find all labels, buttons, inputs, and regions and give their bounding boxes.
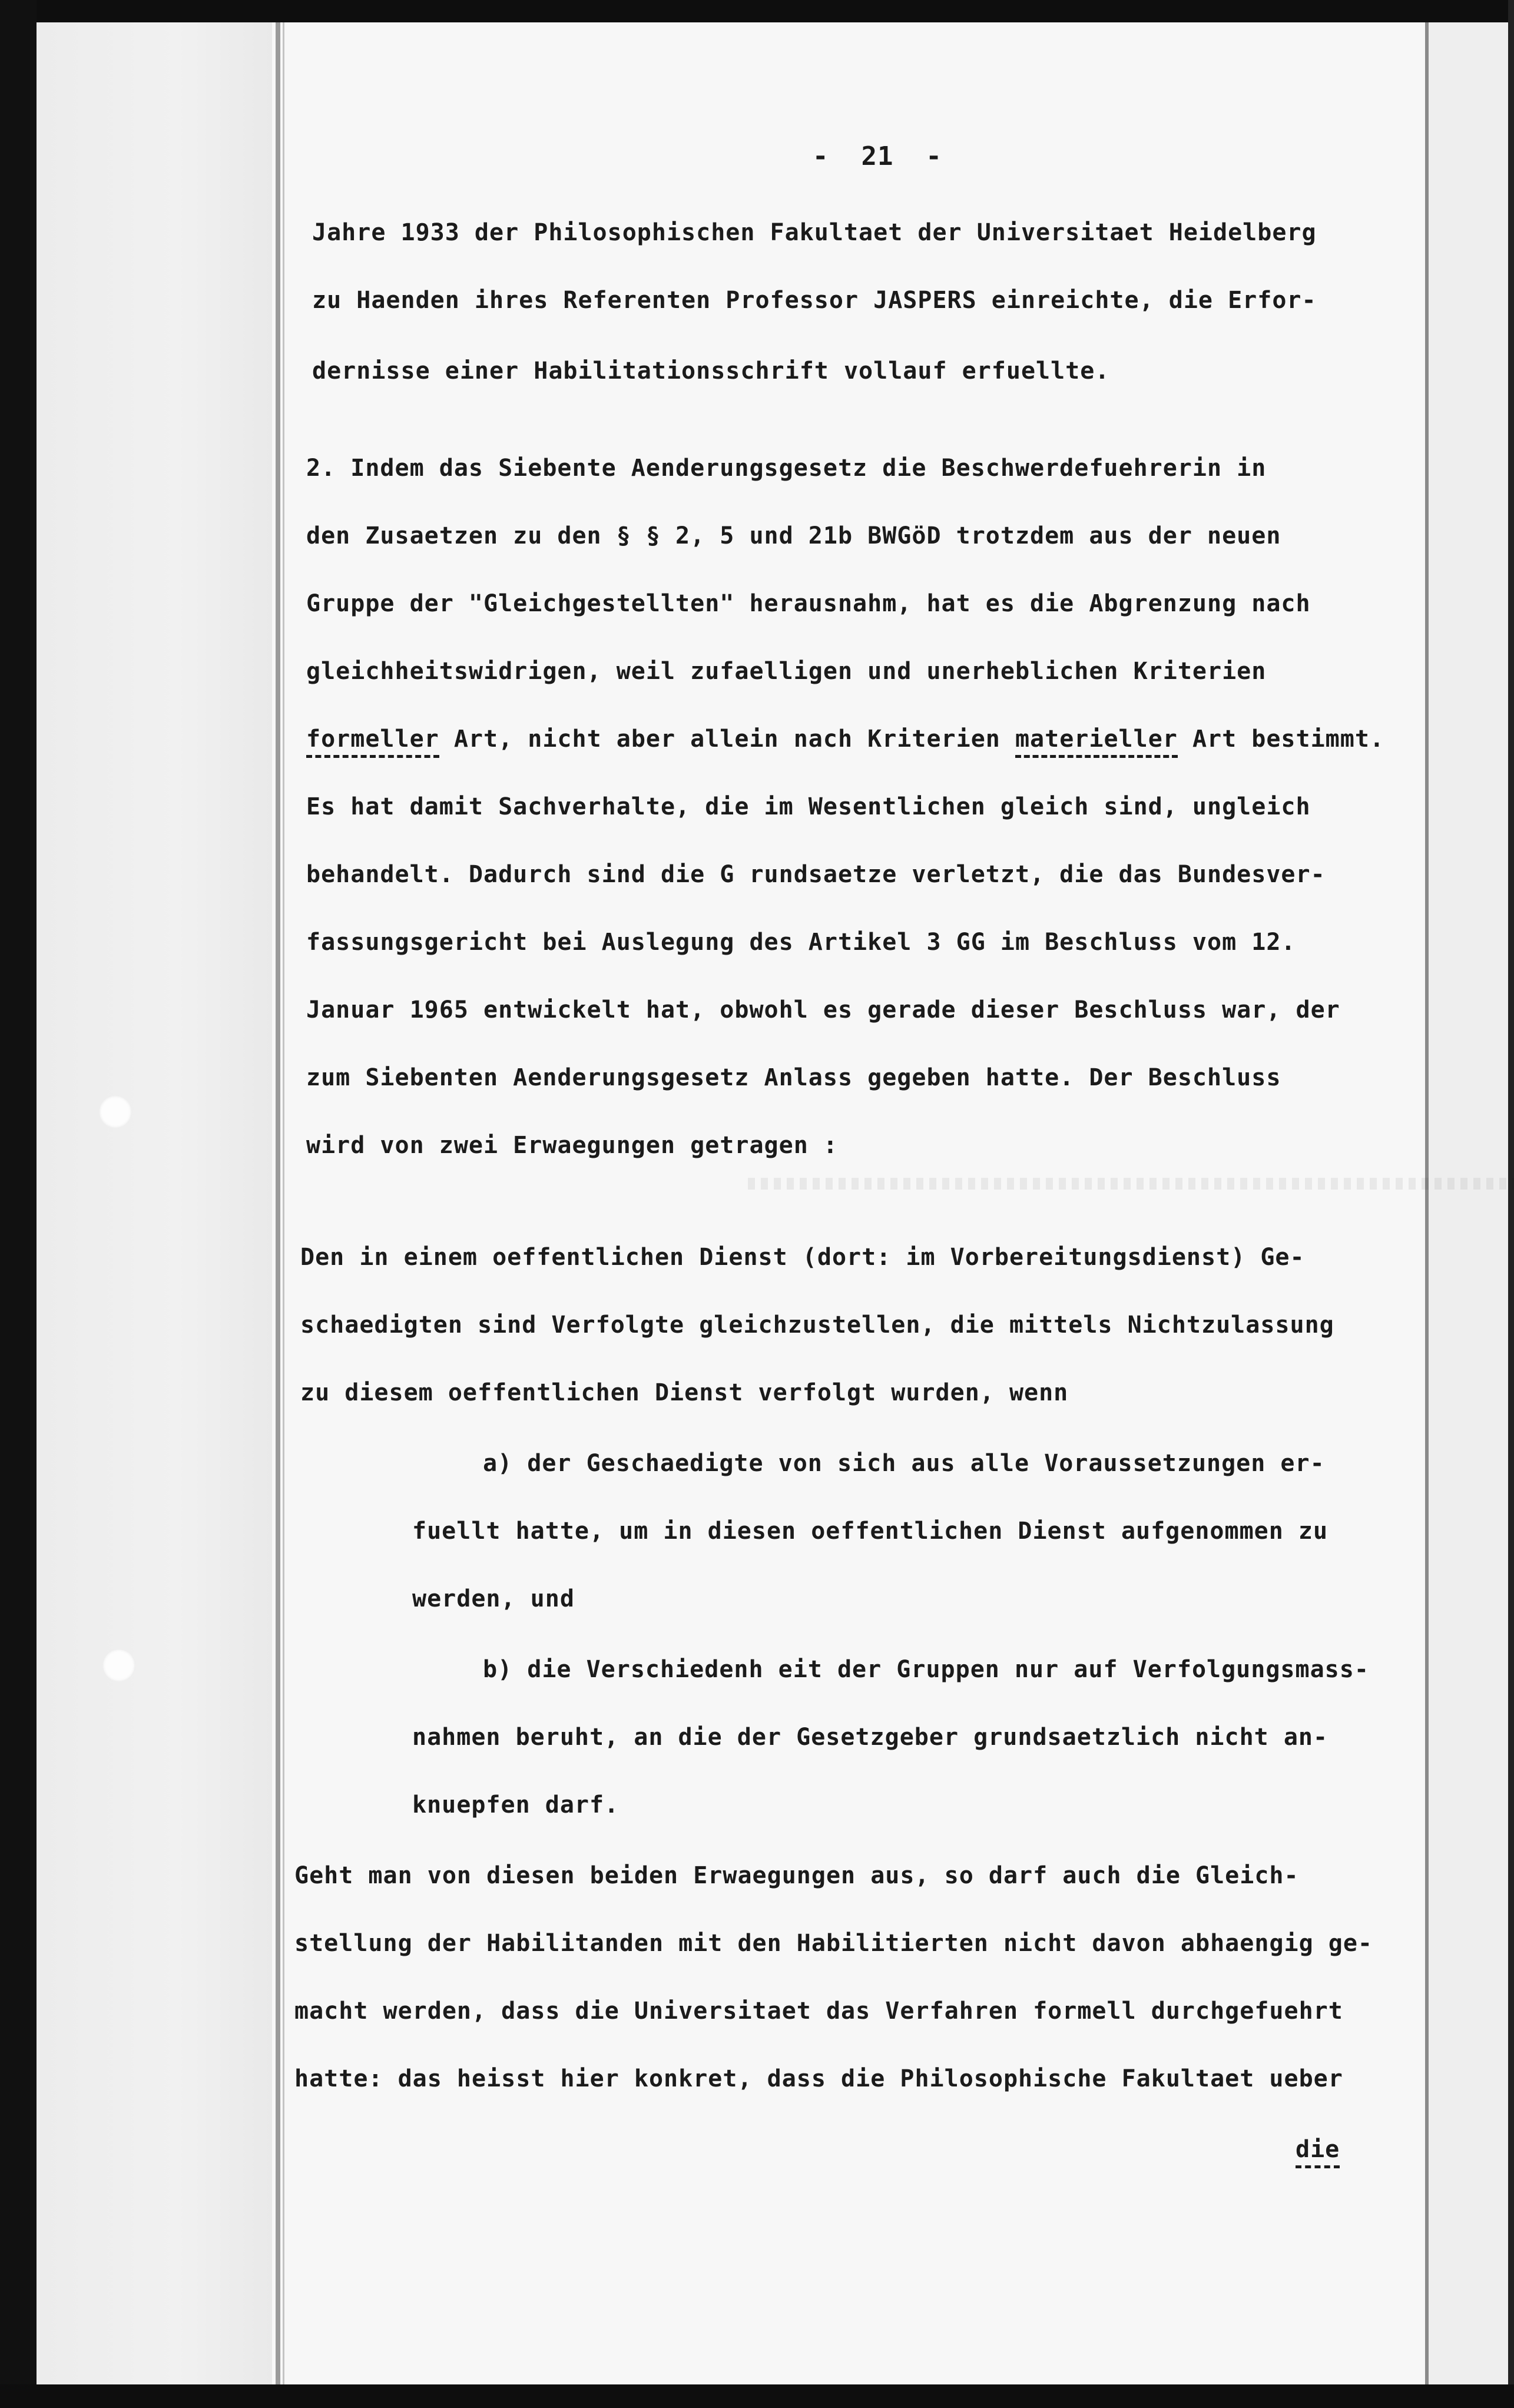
list-item-b: b) die Verschiedenh eit der Gruppen nur auf Verfolgungsmass- <box>483 1656 1369 1683</box>
list-item-a: werden, und <box>412 1585 575 1612</box>
text-line: hatte: das heisst hier konkret, dass die Philosophische Fakultaet ueber <box>294 2065 1343 2092</box>
list-item-a: fuellt hatte, um in diesen oeffentlichen Dienst aufgenommen zu <box>412 1518 1329 1545</box>
catchword <box>1296 2135 1340 2164</box>
left-margin <box>37 22 272 2384</box>
scan-border-bottom <box>0 2384 1514 2408</box>
list-item-b: knuepfen darf. <box>412 1791 619 1819</box>
margin-rule-left <box>276 22 280 2384</box>
scan-border-top <box>0 0 1514 22</box>
text-line: Gruppe der "Gleichgestellten" herausnahm, hat es die Abgrenzung nach <box>306 590 1311 617</box>
text-line: Jahre 1933 der Philosophischen Fakultaet der Universitaet Heidelberg <box>312 219 1317 246</box>
show-through-text <box>748 1178 1514 1190</box>
text-segment: Art, nicht aber allein nach Kriterien <box>439 726 1015 753</box>
text-line: gleichheitswidrigen, weil zufaelligen und unerheblichen Kriterien <box>306 658 1267 685</box>
text-line: Januar 1965 entwickelt hat, obwohl es gerade dieser Beschluss war, der <box>306 996 1340 1024</box>
text-line: Den in einem oeffentlichen Dienst (dort: im Vorbereitungsdienst) Ge- <box>300 1244 1305 1271</box>
scan-border-left <box>0 0 37 2408</box>
text-line-formeller <box>306 724 1384 754</box>
underlined-word: formeller <box>306 726 439 758</box>
text-line: zum Siebenten Aenderungsgesetz Anlass gegeben hatte. Der Beschluss <box>306 1064 1281 1091</box>
text-line: stellung der Habilitanden mit den Habilitierten nicht davon abhaengig ge- <box>294 1930 1373 1957</box>
margin-rule-left-inner <box>283 22 284 2384</box>
underlined-word: materieller <box>1015 726 1178 758</box>
text-segment: Art bestimmt. <box>1177 726 1385 753</box>
text-line: fassungsgericht bei Auslegung des Artikel 3 GG im Beschluss vom 12. <box>306 929 1296 956</box>
text-line: zu diesem oeffentlichen Dienst verfolgt wurden, wenn <box>300 1379 1069 1406</box>
text-line: zu Haenden ihres Referenten Professor JASPERS einreichte, die Erfor- <box>312 287 1317 314</box>
text-line: wird von zwei Erwaegungen getragen : <box>306 1132 838 1159</box>
punch-hole-icon <box>99 1095 132 1128</box>
scan-border-right <box>1508 0 1514 2408</box>
text-line: 2. Indem das Siebente Aenderungsgesetz die Beschwerdefuehrerin in <box>306 455 1267 482</box>
punch-hole-icon <box>102 1649 135 1682</box>
text-line: dernisse einer Habilitationsschrift vollauf erfuellte. <box>312 357 1110 385</box>
text-line: macht werden, dass die Universitaet das Verfahren formell durchgefuehrt <box>294 1998 1343 2025</box>
text-line: Es hat damit Sachverhalte, die im Wesentlichen gleich sind, ungleich <box>306 793 1311 820</box>
list-item-a: a) der Geschaedigte von sich aus alle Voraussetzungen er- <box>483 1450 1325 1477</box>
list-item-b: nahmen beruht, an die der Gesetzgeber grundsaetzlich nicht an- <box>412 1724 1329 1751</box>
right-margin <box>1429 22 1508 2384</box>
page-number: - 21 - <box>813 141 942 171</box>
text-line: behandelt. Dadurch sind die G rundsaetze verletzt, die das Bundesver- <box>306 861 1326 888</box>
text-line: schaedigten sind Verfolgte gleichzustellen, die mittels Nichtzulassung <box>300 1311 1334 1339</box>
catchword-text: die <box>1296 2136 1340 2168</box>
text-line: Geht man von diesen beiden Erwaegungen aus, so darf auch die Gleich- <box>294 1862 1299 1889</box>
text-line: den Zusaetzen zu den § § 2, 5 und 21b BWGöD trotzdem aus der neuen <box>306 522 1281 549</box>
